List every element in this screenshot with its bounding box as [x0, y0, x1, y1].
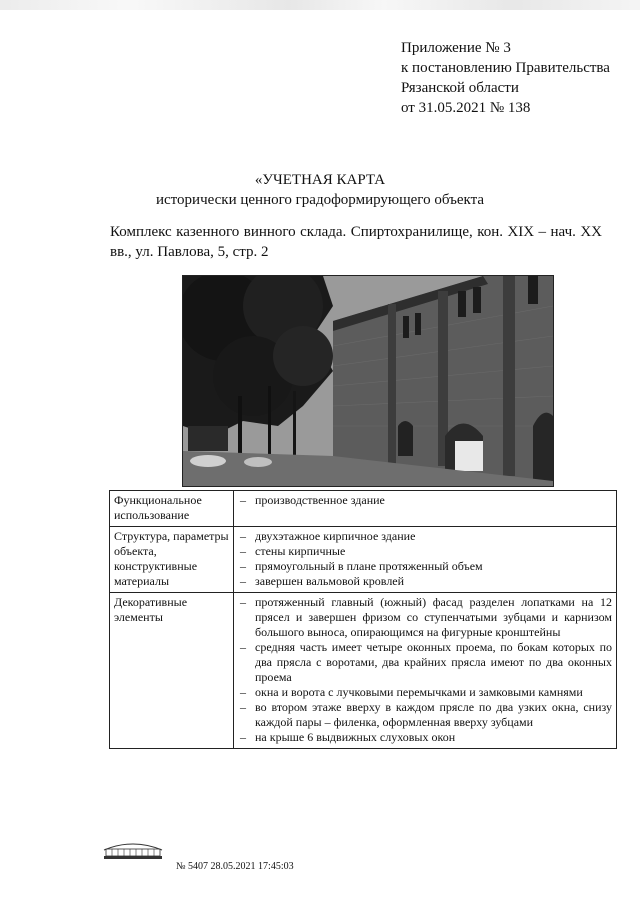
scan-top-edge — [0, 0, 640, 10]
list-item: – стены кирпичные — [238, 544, 612, 559]
list-item: – на крыше 6 выдвижных слуховых окон — [238, 730, 612, 745]
object-info-table — [109, 490, 617, 749]
appendix-header — [401, 38, 610, 118]
government-stamp-icon — [100, 840, 166, 860]
building-photo — [182, 275, 554, 487]
table-row — [110, 491, 617, 527]
list-item: – во втором этаже вверху в каждом прясле по два узких окна, снизу каждой пары – филенка, оформленная вверху зубцами — [238, 700, 612, 730]
list-item: – двухэтажное кирпичное здание — [238, 529, 612, 544]
table-row — [110, 527, 617, 593]
document-title: «УЧЕТНАЯ КАРТА — [254, 172, 386, 188]
list-item: – протяженный главный (южный) фасад разделен лопатками на 12 прясел и завершен фризом со ступенчатыми зубцами и карнизом большого выноса, опирающимся на фигурные кронштейны — [238, 595, 612, 640]
appendix-line: Приложение № 3 — [401, 40, 511, 56]
document-subtitle: исторически ценного градоформирующего объекта — [156, 192, 484, 208]
row-content — [234, 527, 617, 593]
row-label-function: Функциональное использование — [110, 491, 234, 527]
list-item: – завершен вальмовой кровлей — [238, 574, 612, 589]
list-item: – средняя часть имеет четыре оконных проема, по бокам которых по два прясла с воротами, два крайних прясла имеют по два оконных проема — [238, 640, 612, 685]
row-content — [234, 593, 617, 749]
list-item: – окна и ворота с лучковыми перемычками и замковыми камнями — [238, 685, 612, 700]
object-name: Комплекс казенного винного склада. Спиртохранилище, кон. XIX – нач. XX вв., ул. Павлова, 5, стр. 2 — [110, 224, 602, 260]
appendix-line: Рязанской области — [401, 80, 519, 96]
row-label-decor: Декоративные элементы — [110, 593, 234, 749]
row-label-structure: Структура, параметры объекта, конструктивные материалы — [110, 527, 234, 593]
table-row — [110, 593, 617, 749]
registration-footer: № 5407 28.05.2021 17:45:03 — [176, 861, 294, 872]
appendix-line: к постановлению Правительства — [401, 60, 610, 76]
list-item: – прямоугольный в плане протяженный объем — [238, 559, 612, 574]
list-item: – производственное здание — [238, 493, 612, 508]
row-content — [234, 491, 617, 527]
appendix-date-line: от 31.05.2021 № 138 — [401, 100, 531, 116]
